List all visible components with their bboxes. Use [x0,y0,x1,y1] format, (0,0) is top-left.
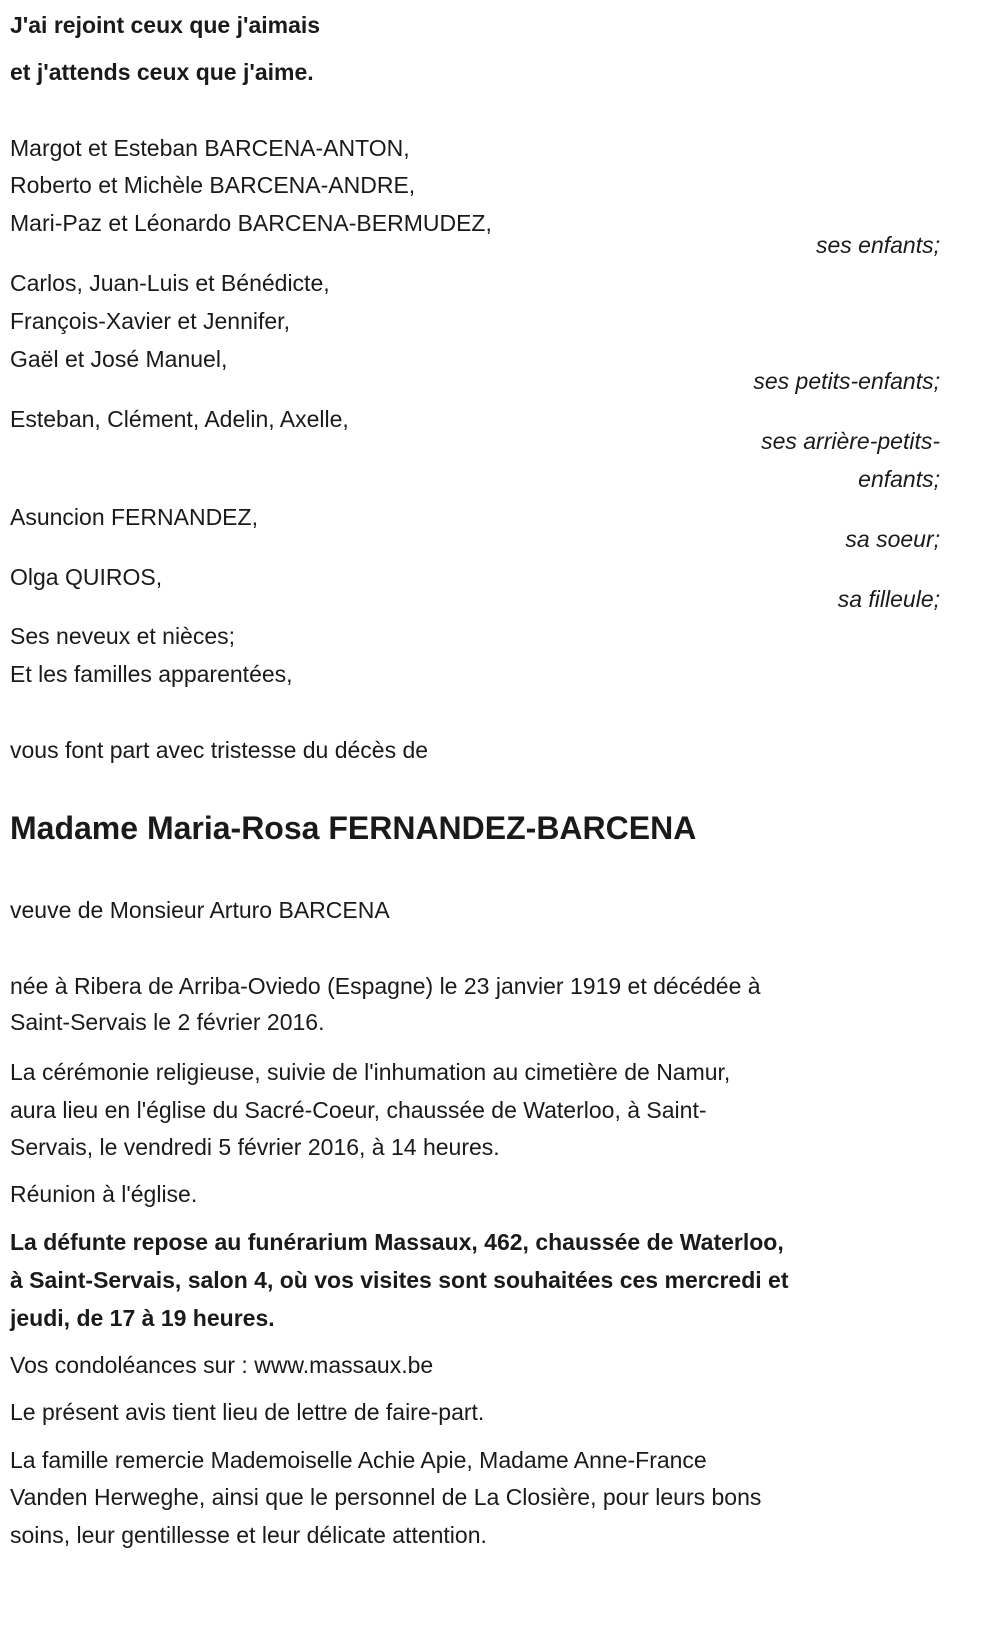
relation-label: ses arrière-petits- [761,428,940,454]
child-name: Mari-Paz et Léonardo BARCENA-BERMUDEZ, [10,210,492,236]
meeting: Réunion à l'église. [10,1181,198,1207]
ceremony: Servais, le vendredi 5 février 2016, à 14 heures. [10,1134,500,1160]
birth-death: Saint-Servais le 2 février 2016. [10,1009,325,1035]
thanks: soins, leur gentillesse et leur délicate attention. [10,1522,487,1548]
visitation: jeudi, de 17 à 19 heures. [10,1305,275,1331]
widow-of: veuve de Monsieur Arturo BARCENA [10,897,390,923]
relation-label: sa soeur; [845,526,940,552]
announcement: vous font part avec tristesse du décès de [10,737,429,763]
relation-label: ses petits-enfants; [753,368,940,394]
other-family: Ses neveux et nièces; [10,623,236,649]
visitation: La défunte repose au funérarium Massaux, 462, chaussée de Waterloo, [10,1229,784,1255]
notice: Le présent avis tient lieu de lettre de faire-part. [10,1399,485,1425]
thanks: Vanden Herweghe, ainsi que le personnel de La Closière, pour leurs bons [10,1484,762,1510]
sister-name: Asuncion FERNANDEZ, [10,504,258,530]
ceremony: La cérémonie religieuse, suivie de l'inhumation au cimetière de Namur, [10,1059,731,1085]
child-name: Roberto et Michèle BARCENA-ANDRE, [10,172,416,198]
birth-death: née à Ribera de Arriba-Oviedo (Espagne) le 23 janvier 1919 et décédée à [10,973,761,999]
thanks: La famille remercie Mademoiselle Achie Apie, Madame Anne-France [10,1447,707,1473]
grandchild-name: Carlos, Juan-Luis et Bénédicte, [10,270,330,296]
condolences: Vos condoléances sur : www.massaux.be [10,1352,434,1378]
grandchild-name: François-Xavier et Jennifer, [10,308,290,334]
relation-label: sa filleule; [837,586,940,612]
relation-label: enfants; [858,466,940,492]
relation-label: ses enfants; [815,232,940,258]
grandchild-name: Gaël et José Manuel, [10,346,228,372]
deceased-name: Madame Maria-Rosa FERNANDEZ-BARCENA [10,810,697,846]
great-grandchild-name: Esteban, Clément, Adelin, Axelle, [10,406,349,432]
other-family: Et les familles apparentées, [10,661,293,687]
ceremony: aura lieu en l'église du Sacré-Coeur, chaussée de Waterloo, à Saint- [10,1097,707,1123]
epigraph-line: et j'attends ceux que j'aime. [10,59,314,85]
goddaughter-name: Olga QUIROS, [10,564,163,590]
epigraph-line: J'ai rejoint ceux que j'aimais [10,12,321,38]
child-name: Margot et Esteban BARCENA-ANTON, [10,135,410,161]
visitation: à Saint-Servais, salon 4, où vos visites sont souhaitées ces mercredi et [10,1267,789,1293]
